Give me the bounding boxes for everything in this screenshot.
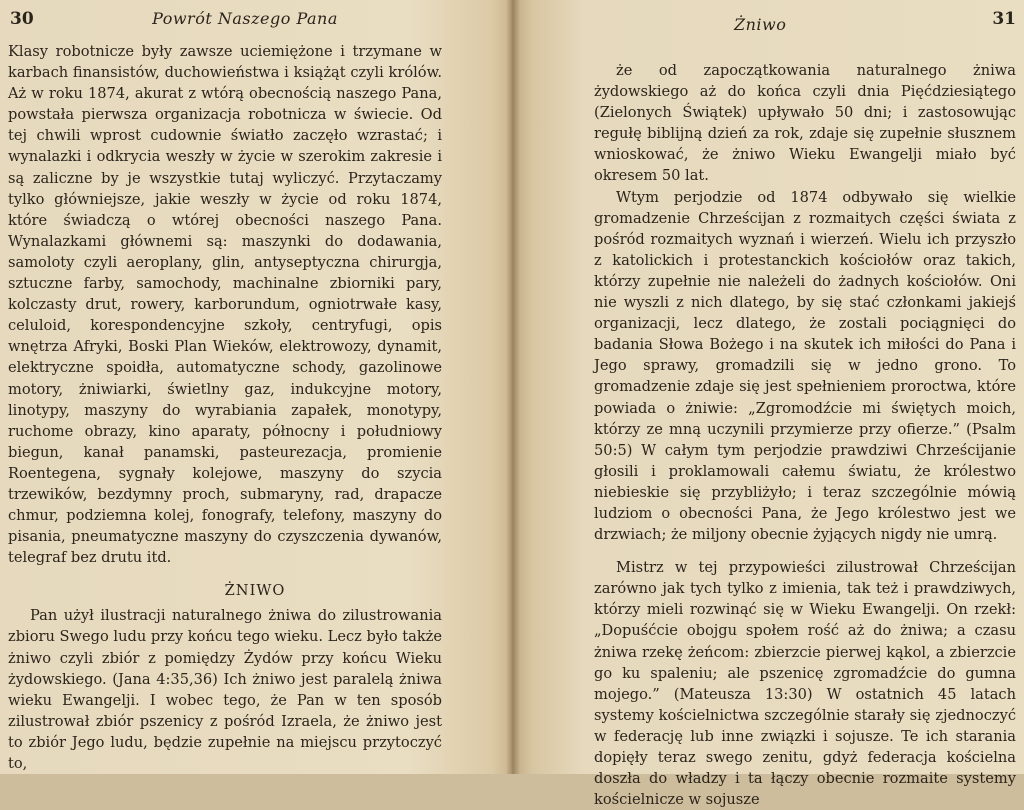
book-gutter [506, 0, 520, 774]
right-page [512, 0, 1024, 809]
right-paragraph-3: Mistrz w tej przypowieści zilustrował Chrześcijan zarówno jak tych tylko z imienia, tak też i prawdziwych, którzy mieli rozwinąć się w Wieku Ewangelji. On rzekł: „Dopuśćcie obojgu społem rość aż do żniwa; a czasu żniwa rzekę żeńcom: zbierzcie pierwej kąkol, a zbierzcie go ku spaleniu; ale pszenicę zgromadźcie do gumna mojego.” (Mateusza 13:30) W ostatnich 45 latach systemy kościelnictwa szczególnie starały się zjednoczyć w federację lub inne związki i sojusze. Te ich starania dopięły teraz swego zenitu, gdyż federacja kościelna doszła do władzy i ta łączy obecnie rozmaite systemy kościelnicze w sojusze [594, 559, 1016, 809]
left-running-head [8, 0, 442, 38]
left-paragraph-1: Klasy robotnicze były zawsze uciemiężone i trzymane w karbach finansistów, duchowieństwa i książąt czyli królów. Aż w roku 1874, akurat z wtórą obecnością naszego Pana, powstała pierwsza organizacja robotnicza w świecie. Od tej chwili wprost cudownie światło zaczęło wzrastać; i wynalazki i odkrycia weszły w życie w szerokim zakresie i są zaliczne by je wszystkie tutaj wyliczyć. Przytaczamy tylko główniejsze, jakie weszły w życie od roku 1874, które świadczą o wtórej obecności naszego Pana. Wynalazkami głównemi są: maszynki do dodawania, samoloty czyli aeroplany, glin, antyseptyczna chirurgja, sztuczne farby, samochody, machinalne zbiorniki pary, kolczasty drut, rowery, karborundum, ogniotrwałe kasy, celuloid, korespondencyjne szkoły, centryfugi, opis wnętrza Afryki, Boski Plan Wieków, elektrowozy, dynamit, elektryczne spoidła, automatyczne schody, gazolinowe motory, żniwiarki, świetlny gaz, indukcyjne motory, linotypy, maszyny do wyrabiania zapałek, monotypy, ruchome obrazy, kino aparaty, północny i południowy biegun, kanał panamski, pasteurezacja, promienie Roentegena, sygnały kolejowe, maszyny do szycia trzewików, bezdymny proch, submaryny, rad, drapacze chmur, podziemna kolej, fonografy, telefony, maszyny do pisania, pneumatyczne maszyny do czyszczenia dywanów, telegraf bez drutu itd. [8, 43, 442, 567]
right-page-number: 31 [992, 9, 1016, 29]
right-paragraph-2: Wtym perjodzie od 1874 odbywało się wielkie gromadzenie Chrześcijan z rozmaitych części świata z pośród rozmaitych wyznań i wierzeń. Wielu ich przyszło z katolickich i protestanckich kościołów oraz takich, którzy zupełnie nie należeli do żadnych kościołów. Oni nie wyszli z nich dlatego, by się stać członkami jakiejś organizacji, lecz dlatego, że zostali pociągnięci do badania Słowa Bożego i na skutek ich miłości do Pana i Jego sprawy, gromadzili się w jedno grono. To gromadzenie zdaje się jest spełnieniem proroctwa, które powiada o żniwie: „Zgromodźcie mi świętych moich, którzy ze mną uczynili przymierze przy ofierze.” (Psalm 50:5) W całym tym perjodzie prawdziwi Chrześcijanie głosili i proklamowali całemu światu, że królestwo niebieskie się przybliżyło; i teraz szczególnie mówią ludziom o obecności Pana, że Jego królestwo jest we drzwiach; że miljony obecnie żyjących nigdy nie umrą. [594, 188, 1016, 544]
right-running-title: Żniwo [734, 15, 787, 34]
right-running-head [594, 0, 1016, 38]
left-running-title: Powrót Naszego Pana [152, 9, 338, 28]
left-page [0, 0, 512, 774]
section-heading: ŻNIWO [224, 582, 286, 600]
right-paragraph-1: że od zapoczątkowania naturalnego żniwa żydowskiego aż do końca czyli dnia Pięćdziesiątego (Zielonych Świątek) upływało 50 dni; i zastosowując regułę biblijną dzień za rok, zdaje się zupełnie słusznem wnioskować, że żniwo Wieku Ewangelji miało być okresem 50 lat. [594, 62, 1016, 185]
left-paragraph-2: Pan użył ilustracji naturalnego żniwa do zilustrowania zbioru Swego ludu przy końcu tego wieku. Lecz było także żniwo czyli zbiór z pomiędzy Żydów przy końcu Wieku żydowskiego. (Jana 4:35,36) Ich żniwo jest paralelą żniwa wieku Ewangelji. I wobec tego, że Pan w ten sposób zilustrował zbiór pszenicy z pośród Izraela, że żniwo jest to zbiór Jego ludu, będzie zupełnie na miejscu przytoczyć to, [8, 607, 442, 772]
left-page-number: 30 [10, 9, 34, 29]
